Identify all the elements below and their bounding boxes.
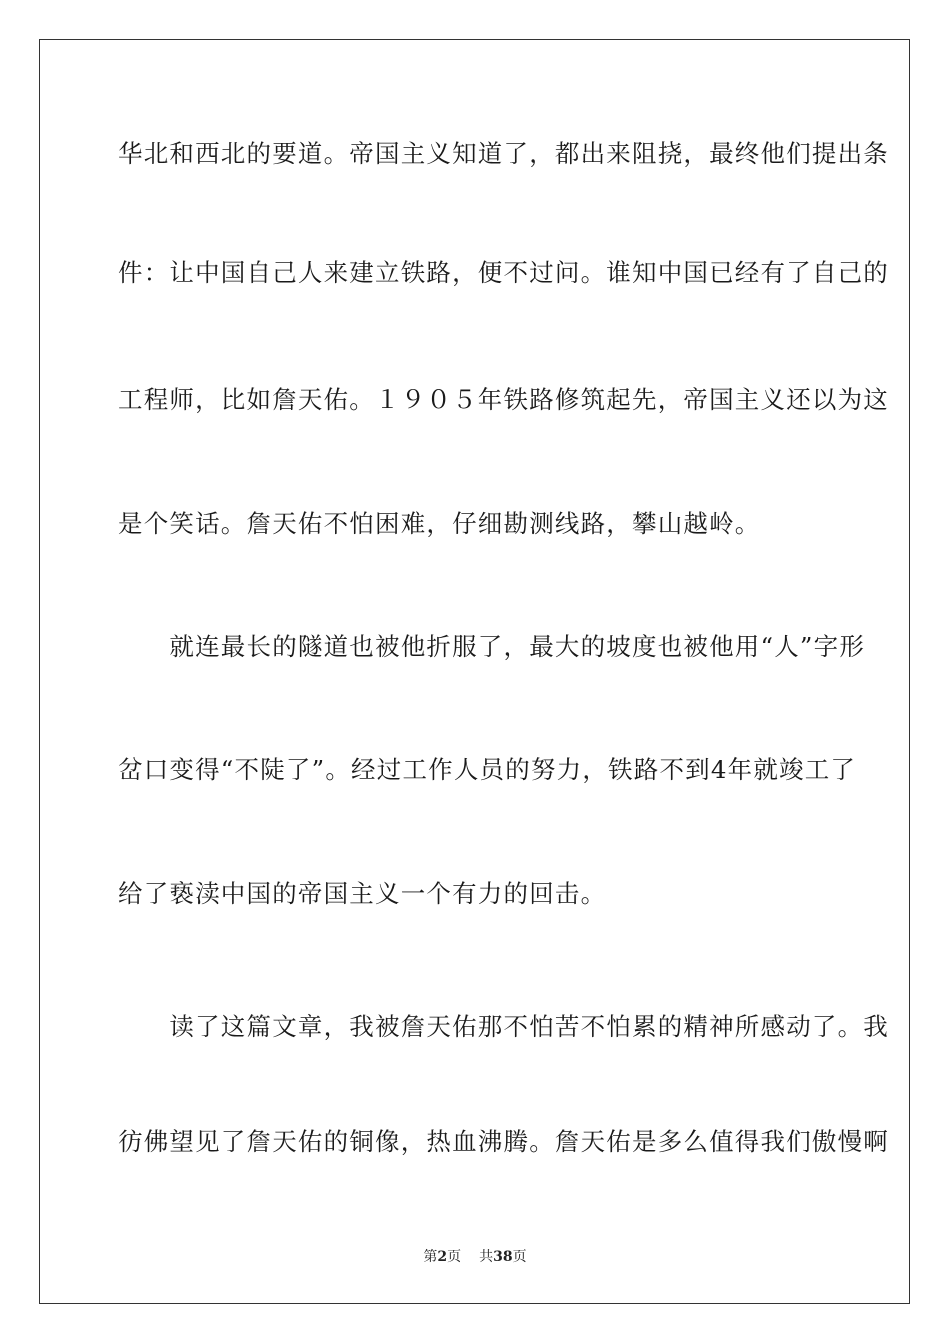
page-footer <box>0 1247 950 1267</box>
page-suffix: 页 <box>447 1249 462 1265</box>
total-prefix: 共 <box>479 1249 494 1265</box>
body-text-line: 岔口变得“不陡了”。经过工作人员的努力，铁路不到4年就竣工了 <box>118 755 857 784</box>
total-pages: 38 <box>493 1249 513 1265</box>
body-text-line: 件：让中国自己人来建立铁路，便不过问。谁知中国已经有了自己的 <box>118 258 889 287</box>
body-text-line: 工程师，比如詹天佑。１９０５年铁路修筑起先，帝国主义还以为这 <box>118 385 889 414</box>
total-suffix: 页 <box>512 1249 527 1265</box>
body-text-line: 读了这篇文章，我被詹天佑那不怕苦不怕累的精神所感动了。我 <box>118 1012 889 1041</box>
body-text-line: 给了亵渎中国的帝国主义一个有力的回击。 <box>118 879 607 908</box>
page-border <box>39 39 910 1304</box>
body-text-line: 就连最长的隧道也被他折服了，最大的坡度也被他用“人”字形 <box>118 632 866 661</box>
page-prefix: 第 <box>423 1249 438 1265</box>
page-number: 2 <box>437 1249 448 1265</box>
body-text-line: 华北和西北的要道。帝国主义知道了，都出来阻挠，最终他们提出条 <box>118 139 889 168</box>
body-text-line: 彷佛望见了詹天佑的铜像，热血沸腾。詹天佑是多么值得我们傲慢啊 <box>118 1127 889 1156</box>
body-text-line: 是个笑话。詹天佑不怕困难，仔细勘测线路，攀山越岭。 <box>118 509 761 538</box>
